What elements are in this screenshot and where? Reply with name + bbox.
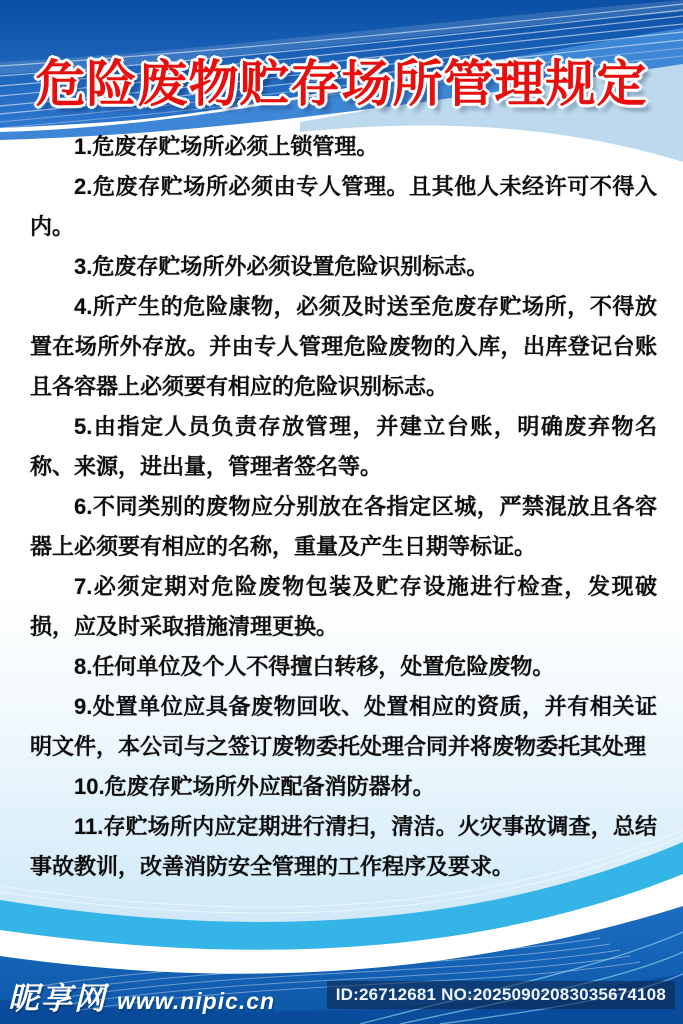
rule-item-3: 3.危废存贮场所外必须设置危险识别标志。 (74, 254, 489, 279)
footer-bar (0, 972, 683, 1018)
rule-item-5: 5.由指定人员负责存放管理，并建立台账，明确废弃物名称、来源，进出量，管理者签名等。 (30, 414, 657, 479)
nipic-logo-text: 昵享网 (8, 980, 107, 1016)
rule-item-6: 6.不同类别的废物应分别放在各指定区城，严禁混放且各容器上必须要有相应的名称，重量及产生日期等标证。 (30, 494, 657, 559)
rule-item-4: 4.所产生的危险康物，必须及时送至危废存贮场所，不得放置在场所外存放。并由专人管理危险废物的入库，出库登记台账且各容器上必须要有相应的危险识别标志。 (30, 294, 657, 399)
rule-item-11: 11.存贮场所内应定期进行清扫，清洁。火灾事故调查，总结事故教训，改善消防安全管理的工作程序及要求。 (30, 814, 657, 879)
rule-item-1: 1.危废存贮场所必须上锁管理。 (74, 134, 379, 159)
rules-list (0, 127, 683, 887)
rule-item-7: 7.必须定期对危险废物包装及贮存设施进行检查，发现破损，应及时采取措施清理更换。 (30, 574, 657, 639)
image-id-badge: ID:26712681 NO:20250902083035674108 (327, 981, 675, 1009)
poster-title: 危险废物贮存场所管理规定 (35, 56, 648, 112)
rule-item-10: 10.危废存贮场所外应配备消防器材。 (74, 774, 435, 799)
watermark (8, 973, 275, 1018)
nipic-url-text: www.nipic.cn (117, 987, 276, 1014)
rule-item-8: 8.任何单位及个人不得擅白转移，处置危险废物。 (74, 654, 555, 679)
rule-item-9: 9.处置单位应具备废物回收、处置相应的资质，并有相关证明文件，本公司与之签订废物委托处理合同并将废物委托其处理 (30, 694, 657, 759)
rule-item-2: 2.危废存贮场所必须由专人管理。且其他人未经许可不得入内。 (30, 174, 657, 239)
